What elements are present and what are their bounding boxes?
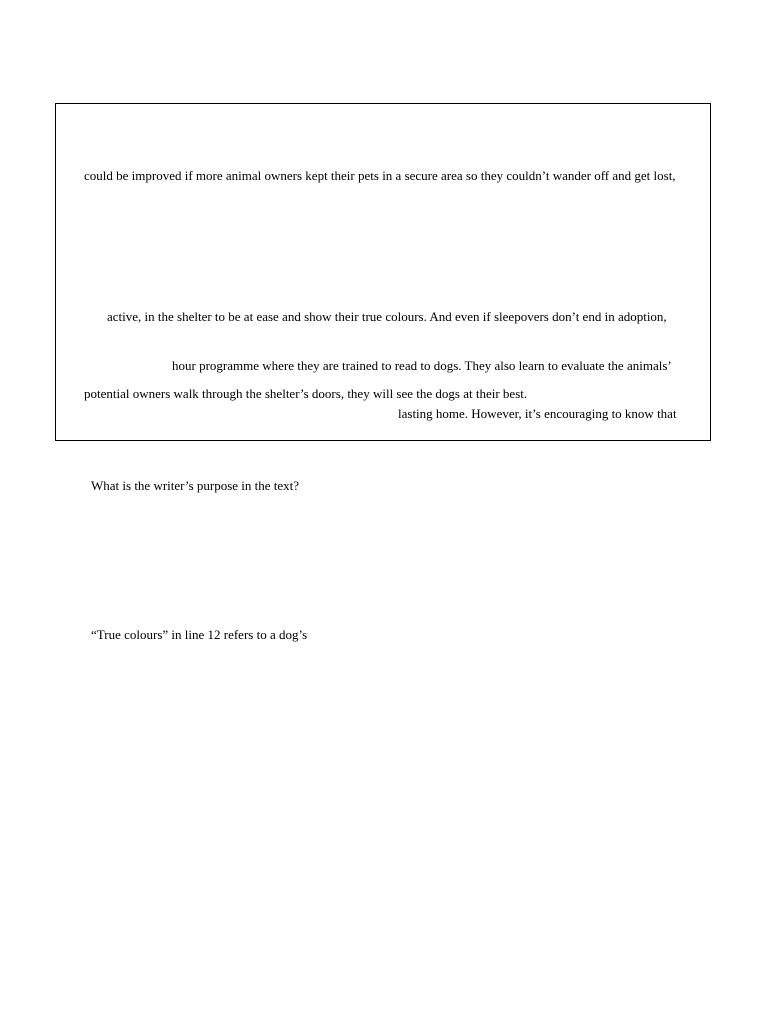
passage-line-5: lasting home. However, it’s encouraging to know that bbox=[398, 406, 677, 421]
reading-passage-box bbox=[55, 103, 711, 441]
question-writer-purpose: What is the writer’s purpose in the text? bbox=[91, 478, 300, 493]
passage-line-1: could be improved if more animal owners kept their pets in a secure area so they couldn’t wander off and get lost, bbox=[84, 168, 676, 183]
question-true-colours: “True colours” in line 12 refers to a dog’s bbox=[91, 627, 308, 642]
passage-line-3: hour programme where they are trained to read to dogs. They also learn to evaluate the animals’ bbox=[172, 358, 672, 373]
passage-line-4: potential owners walk through the shelter’s doors, they will see the dogs at their best. bbox=[84, 386, 528, 401]
passage-line-2: active, in the shelter to be at ease and show their true colours. And even if sleepovers don’t end in adoption, bbox=[107, 309, 667, 324]
